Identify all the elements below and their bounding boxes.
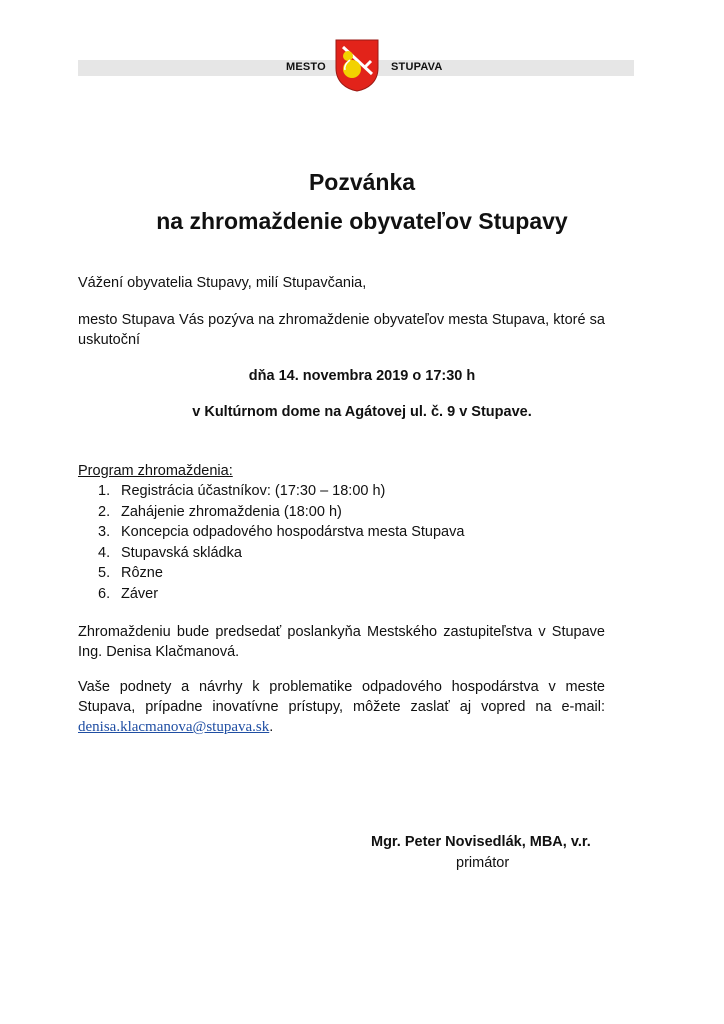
list-item: 5. Rôzne bbox=[98, 565, 163, 582]
intro-paragraph: mesto Stupava Vás pozýva na zhromaždenie obyvateľov mesta Stupava, ktoré sa uskutoční bbox=[78, 312, 605, 348]
signature-role: primátor bbox=[456, 855, 510, 871]
list-item: 6. Záver bbox=[98, 585, 159, 602]
program-heading: Program zhromaždenia: bbox=[78, 463, 233, 479]
list-item: 3. Koncepcia odpadového hospodárstva mesta Stupava bbox=[98, 524, 465, 541]
list-item: 1. Registrácia účastníkov: (17:30 – 18:00 h) bbox=[98, 483, 386, 499]
program-list bbox=[98, 481, 464, 605]
event-date: dňa 14. novembra 2019 o 17:30 h bbox=[248, 368, 476, 384]
suggestions-text: Vaše podnety a návrhy k problematike odpadového hospodárstva v meste Stupava, prípadne inovatívne prístupy, môžete zaslať aj vopred na e-mail: bbox=[78, 679, 605, 715]
title-line-1: Pozvánka bbox=[308, 169, 416, 195]
greeting: Vážení obyvatelia Stupavy, milí Stupavčania, bbox=[78, 275, 367, 291]
signature-name: Mgr. Peter Novisedlák, MBA, v.r. bbox=[371, 834, 591, 850]
coat-of-arms-icon bbox=[334, 38, 380, 92]
event-venue: v Kultúrnom dome na Agátovej ul. č. 9 v Stupave. bbox=[192, 404, 532, 420]
chair-paragraph: Zhromaždeniu bude predsedať poslankyňa Mestského zastupiteľstva v Stupave Ing. Denisa Klačmanová. bbox=[78, 624, 605, 660]
list-item: 2. Zahájenie zhromaždenia (18:00 h) bbox=[98, 503, 342, 520]
title-line-2: na zhromaždenie obyvateľov Stupavy bbox=[156, 208, 568, 234]
header-stupava: STUPAVA bbox=[391, 61, 443, 73]
header-mesto: MESTO bbox=[286, 61, 326, 73]
list-item: 4. Stupavská skládka bbox=[98, 544, 242, 561]
email-link[interactable]: denisa.klacmanova@stupava.sk bbox=[78, 719, 270, 735]
suggestions-paragraph bbox=[78, 677, 605, 737]
suggestions-suffix: . bbox=[269, 719, 274, 735]
